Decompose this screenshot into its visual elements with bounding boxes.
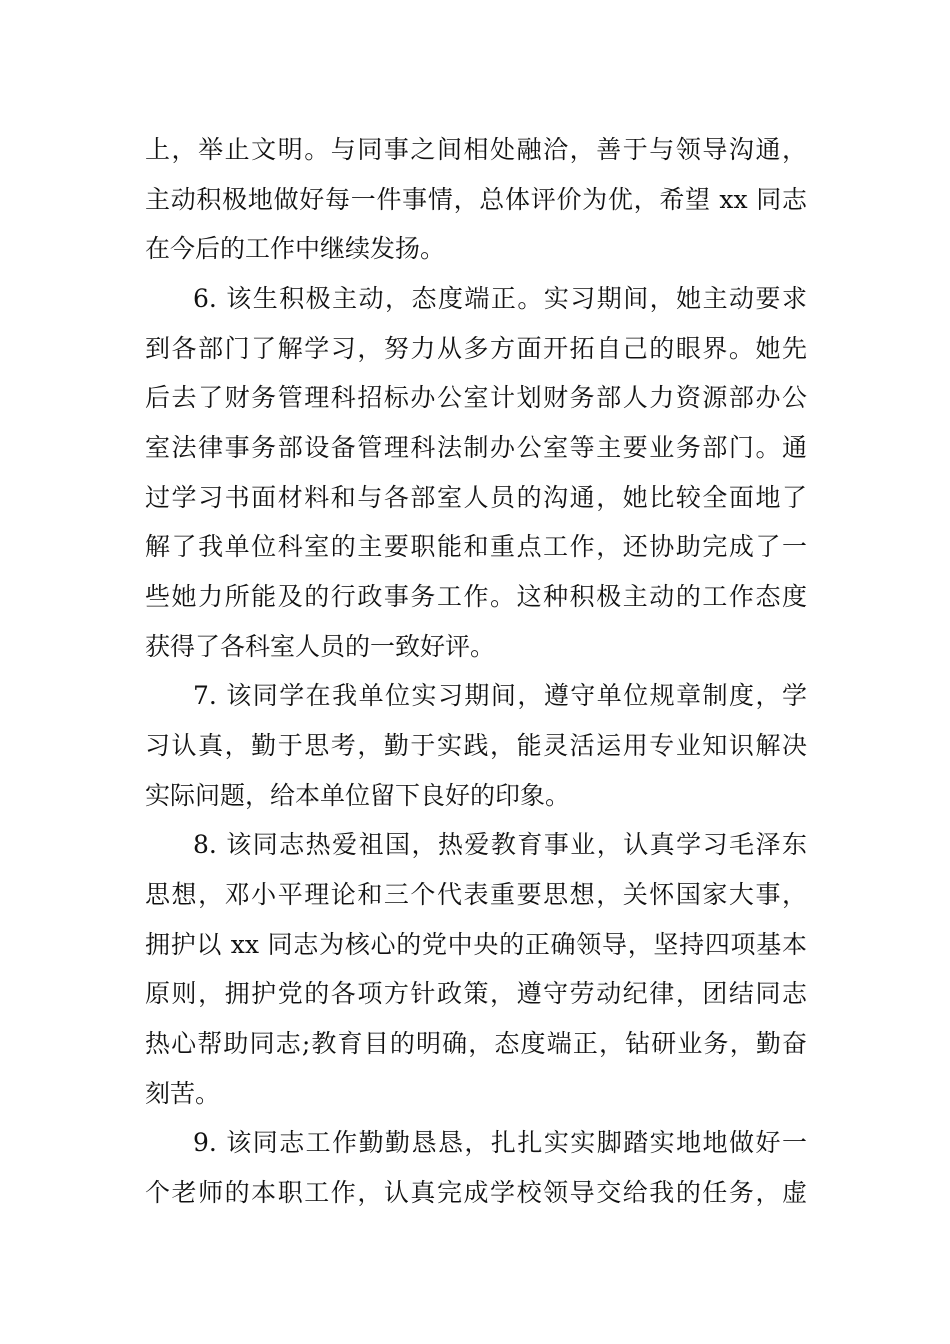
paragraph-line: 7. 该同学在我单位实习期间，遵守单位规章制度，学	[193, 681, 807, 710]
paragraph-line: 获得了各科室人员的一致好评。	[145, 632, 496, 661]
paragraph-line: 原则，拥护党的各项方针政策，遵守劳动纪律，团结同志	[145, 979, 807, 1008]
paragraph-line: 8. 该同志热爱祖国，热爱教育事业，认真学习毛泽东	[193, 830, 807, 859]
paragraph-line: 刻苦。	[145, 1079, 221, 1108]
paragraph-line: 在今后的工作中继续发扬。	[145, 234, 446, 263]
paragraph-line: 上，举止文明。与同事之间相处融洽，善于与领导沟通，	[145, 135, 807, 164]
paragraph-line: 9. 该同志工作勤勤恳恳，扎扎实实脚踏实地地做好一	[193, 1128, 807, 1157]
paragraph-line: 到各部门了解学习，努力从多方面开拓自己的眼界。她先	[145, 334, 807, 363]
paragraph-line: 过学习书面材料和与各部室人员的沟通，她比较全面地了	[145, 483, 807, 512]
paragraph-line: 习认真，勤于思考，勤于实践，能灵活运用专业知识解决	[145, 731, 807, 760]
paragraph-line: 主动积极地做好每一件事情，总体评价为优，希望 xx 同志	[145, 185, 807, 214]
paragraph-line: 解了我单位科室的主要职能和重点工作，还协助完成了一	[145, 532, 807, 561]
paragraph-line: 后去了财务管理科招标办公室计划财务部人力资源部办公	[145, 383, 807, 412]
paragraph-line: 拥护以 xx 同志为核心的党中央的正确领导，坚持四项基本	[145, 930, 807, 959]
paragraph-line: 实际问题，给本单位留下良好的印象。	[145, 781, 571, 810]
paragraph-line: 个老师的本职工作，认真完成学校领导交给我的任务，虚	[145, 1178, 807, 1207]
paragraph-line: 热心帮助同志;教育目的明确，态度端正，钻研业务，勤奋	[145, 1029, 807, 1058]
paragraph-line: 室法律事务部设备管理科法制办公室等主要业务部门。通	[145, 433, 807, 462]
paragraph-line: 6. 该生积极主动，态度端正。实习期间，她主动要求	[193, 284, 807, 313]
paragraph-line: 些她力所能及的行政事务工作。这种积极主动的工作态度	[145, 582, 807, 611]
paragraph-line: 思想，邓小平理论和三个代表重要思想，关怀国家大事，	[145, 880, 807, 909]
